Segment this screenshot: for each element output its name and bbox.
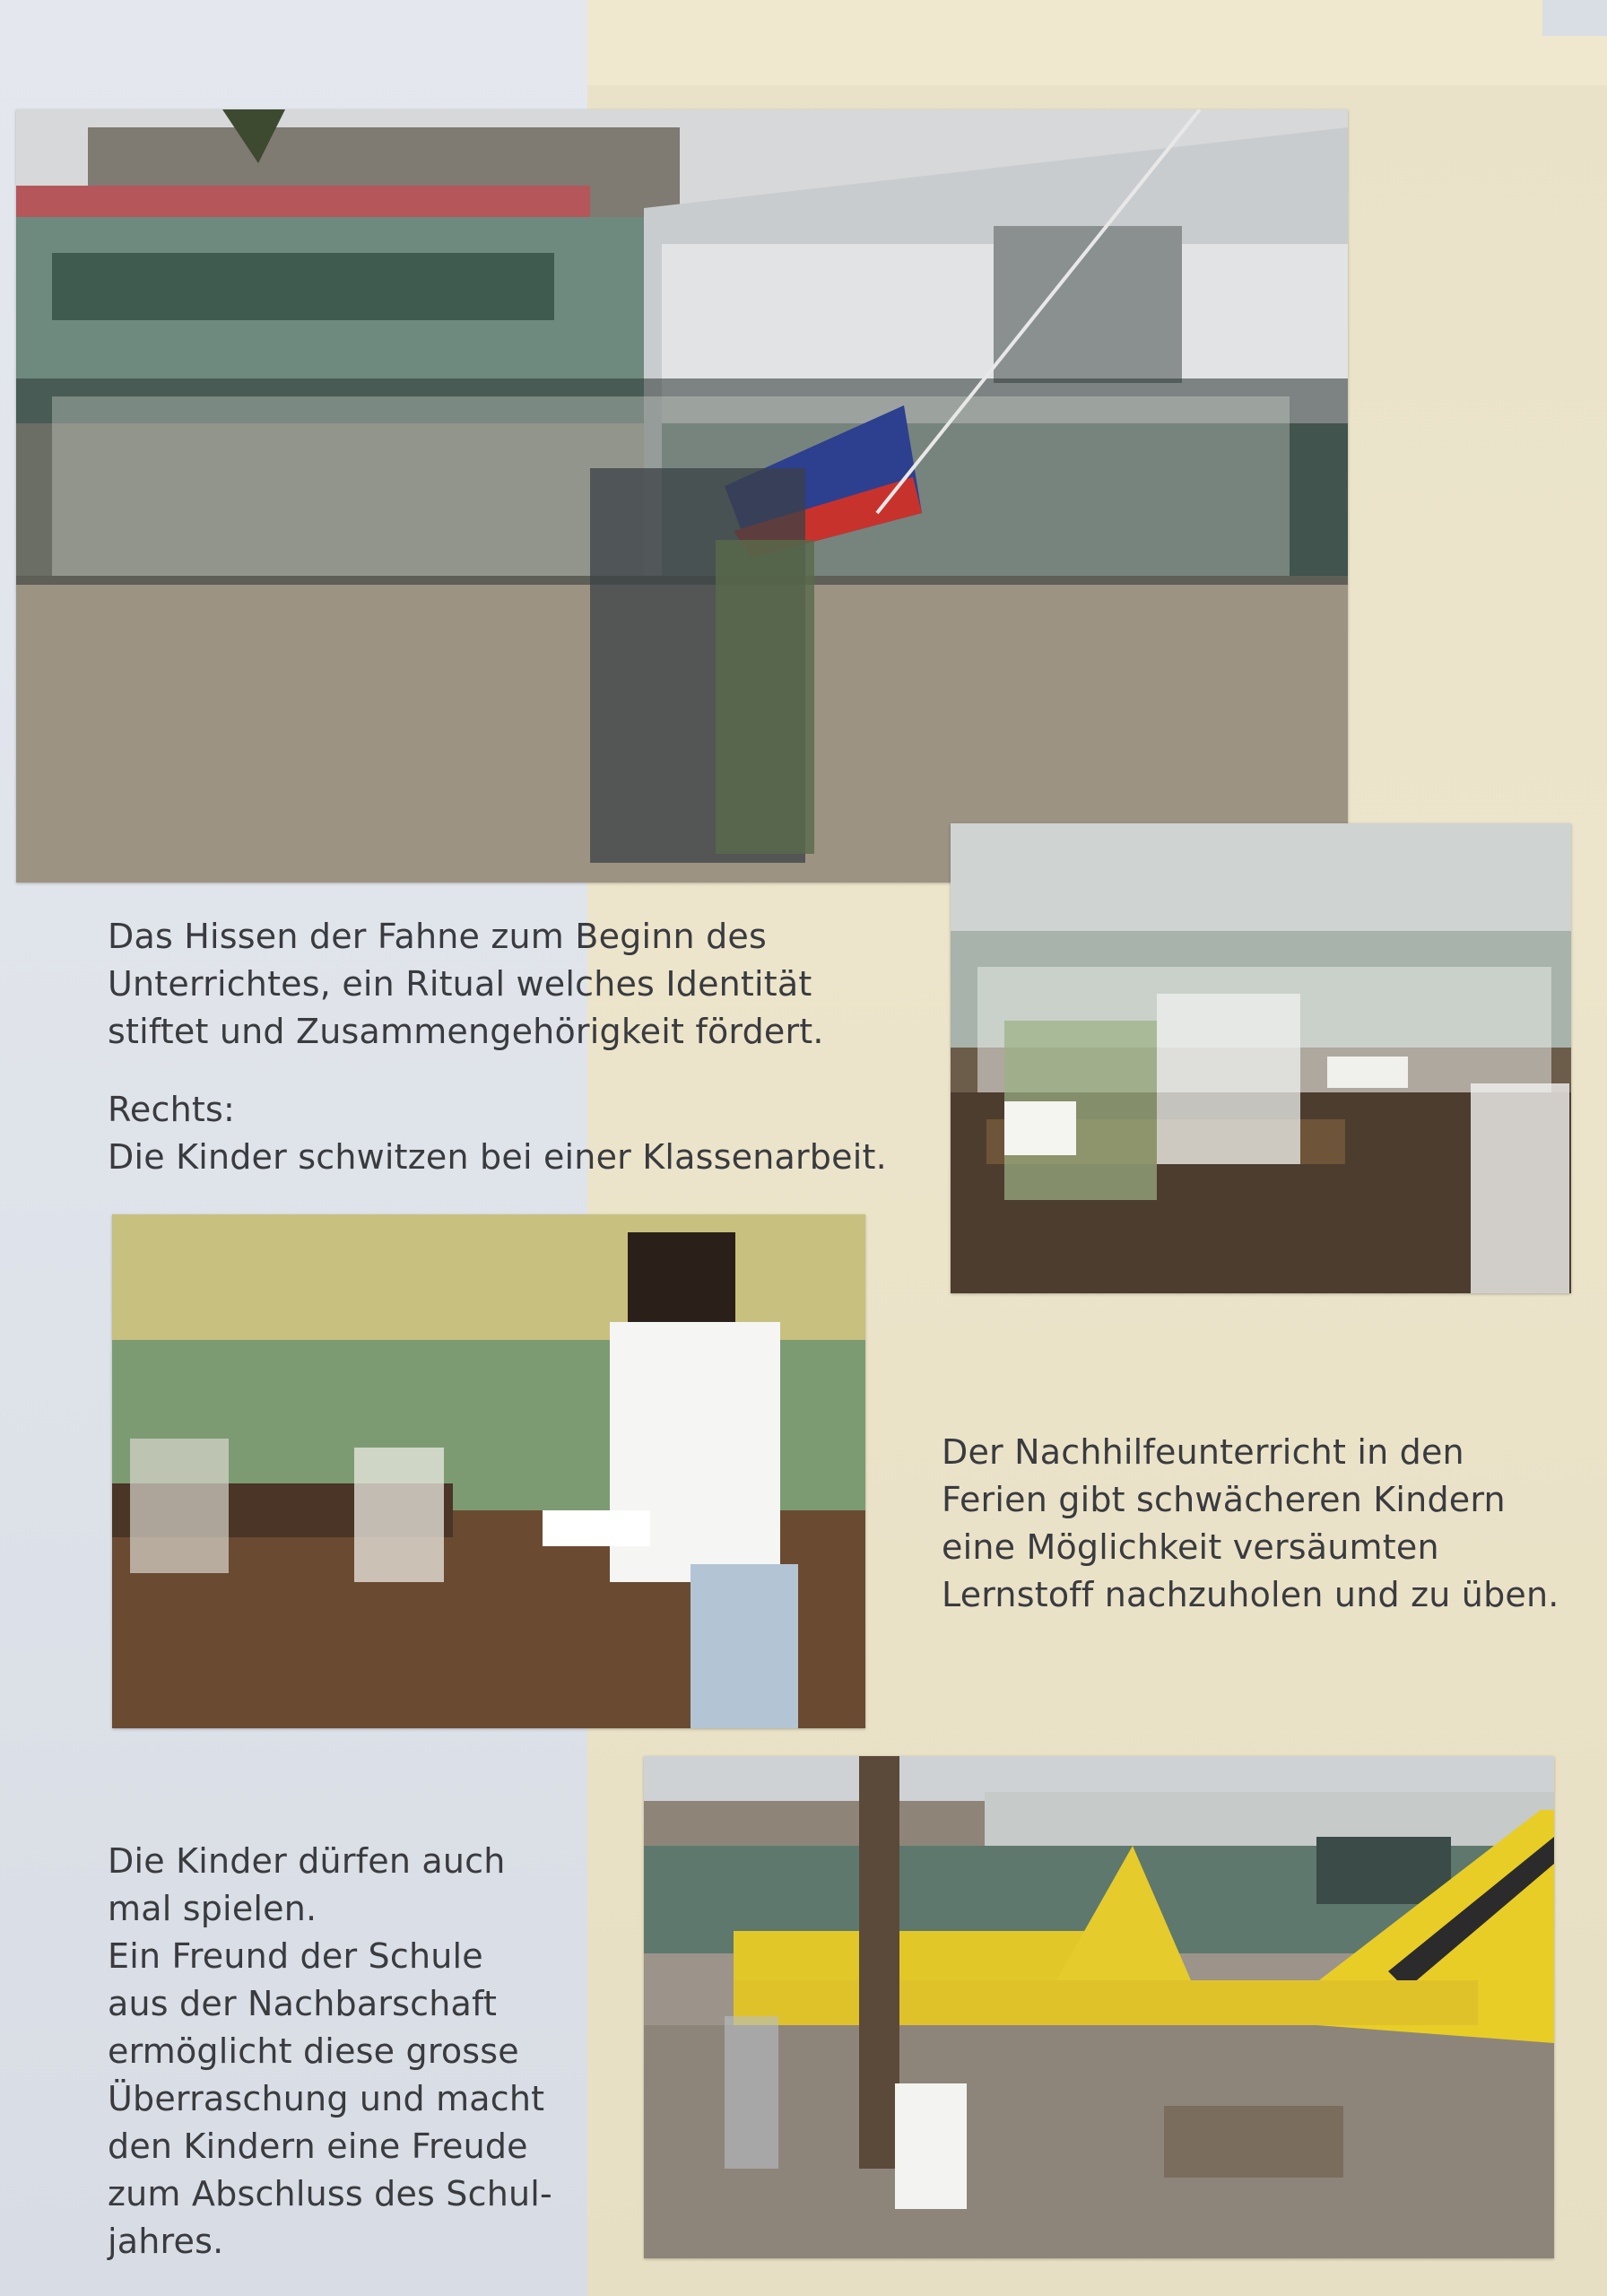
caption-line: Das Hissen der Fahne zum Beginn des (108, 917, 767, 956)
caption-line: Die Kinder dürfen auch (108, 1841, 506, 1881)
caption-flag-raising (108, 913, 824, 1056)
photo-flag-raising (16, 109, 1348, 883)
caption-line: Ein Freund der Schule (108, 1936, 483, 1976)
caption-classroom-exam (108, 1086, 887, 1181)
caption-tutoring (942, 1429, 1559, 1619)
caption-line: Der Nachhilfeunterricht in den (942, 1432, 1464, 1472)
photo-bouncy-castle (644, 1756, 1554, 2258)
top-band (587, 0, 1607, 85)
caption-line: Ferien gibt schwächeren Kindern (942, 1480, 1506, 1519)
caption-line: Rechts: (108, 1090, 235, 1129)
caption-line: Lernstoff nachzuholen und zu üben. (942, 1575, 1559, 1614)
caption-line: aus der Nachbarschaft (108, 1984, 498, 2023)
caption-line: den Kindern eine Freude (108, 2126, 528, 2166)
photo-tutoring (112, 1214, 865, 1728)
caption-line: jahres. (108, 2222, 224, 2261)
caption-line: Überraschung und macht (108, 2079, 545, 2118)
photo-classroom-exam (951, 823, 1571, 1293)
caption-line: mal spielen. (108, 1889, 317, 1928)
caption-line: eine Möglichkeit versäumten (942, 1527, 1439, 1567)
caption-line: ermöglicht diese grosse (108, 2031, 519, 2071)
corner-patch (1542, 0, 1607, 36)
caption-line: stiftet und Zusammengehörigkeit fördert. (108, 1012, 824, 1051)
caption-line: Die Kinder schwitzen bei einer Klassenarbeit. (108, 1137, 887, 1177)
caption-bouncy-castle (108, 1838, 552, 2266)
caption-line: Unterrichtes, ein Ritual welches Identität (108, 964, 812, 1004)
caption-line: zum Abschluss des Schul- (108, 2174, 552, 2213)
